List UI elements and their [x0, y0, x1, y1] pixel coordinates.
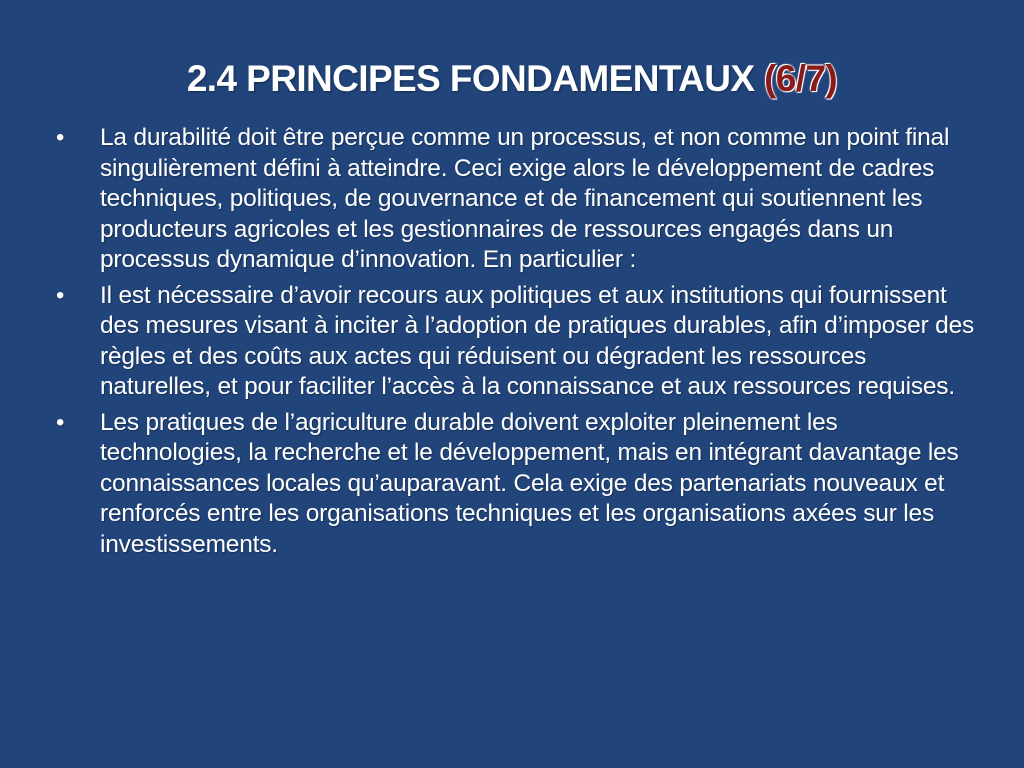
bullet-text: Il est nécessaire d’avoir recours aux politiques et aux institutions qui fournissent des mesures visant à inciter à l’adoption de pratiques durables, afin d’imposer des règles et des coûts aux actes qui réduisent ou dégradent les ressources naturelles, et pour faciliter l’accès à la connaissance et aux ressources requises. — [100, 281, 975, 400]
bullet-dot-icon: • — [56, 281, 65, 309]
bullet-item — [56, 281, 978, 403]
bullet-dot-icon: • — [56, 124, 65, 151]
slide-title-part-number: (6/7) — [764, 58, 838, 99]
slide-title — [0, 58, 1024, 100]
bullet-text: La durabilité doit être perçue comme un processus, et non comme un point final singulièrement défini à atteindre. Ceci exige alors le développement de cadres techniques, politiques, de gouvernance et de financement qui soutiennent les producteurs agricoles et les gestionnaires de ressources engagés dans un processus dynamique d’innovation. En particulier : — [100, 124, 950, 273]
slide-title-main: 2.4 PRINCIPES FONDAMENTAUX — [186, 58, 765, 99]
bullet-list — [56, 123, 978, 565]
bullet-item — [56, 408, 978, 561]
bullet-text: Les pratiques de l’agriculture durable doivent exploiter pleinement les technologies, la recherche et le développement, mais en intégrant davantage les connaissances locales qu’auparavant. Cela exige des partenariats nouveaux et renforcés entre les organisations techniques et les organisations axées sur les investissements. — [100, 408, 959, 558]
bullet-item — [56, 123, 978, 276]
bullet-dot-icon: • — [56, 408, 65, 436]
